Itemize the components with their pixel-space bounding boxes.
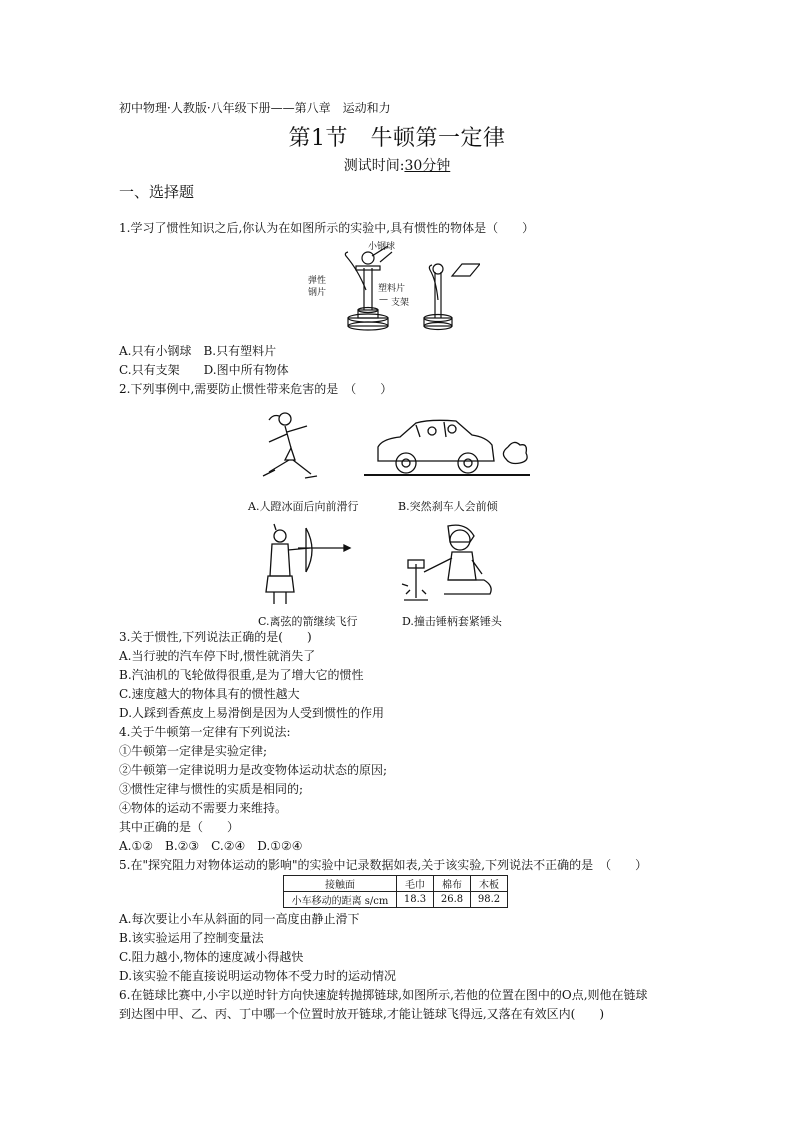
table-cell: 18.3	[397, 892, 434, 908]
q6-stem-line2: 到达图中甲、乙、丙、丁中哪一个位置时放开链球,才能让链球飞得远,又落在有效区内( )	[119, 1007, 604, 1021]
q1-options-ab: A.只有小钢球 B.只有塑料片	[119, 344, 277, 358]
table-cell: 98.2	[471, 892, 508, 908]
q3-option-c: C.速度越大的物体具有的惯性越大	[119, 687, 300, 701]
label-elastic: 弹性	[308, 276, 327, 286]
table-row	[284, 892, 508, 908]
table-header-row	[284, 876, 508, 892]
q5-option-d: D.该实验不能直接说明运动物体不受力时的运动情况	[119, 969, 397, 983]
q6-stem-line1: 6.在链球比赛中,小宇以逆时针方向快速旋转抛掷链球,如图所示,若他的位置在图中的O点,则他在链球	[119, 988, 648, 1002]
q1-stem: 1.学习了惯性知识之后,你认为在如图所示的实验中,具有惯性的物体是（ ）	[119, 221, 535, 235]
page-title: 第1节 牛顿第一定律	[288, 126, 506, 151]
label-plastic-sheet: 塑料片	[378, 284, 406, 294]
label-small-steel-ball: 小钢球	[368, 242, 396, 252]
table-header-cell: 木板	[471, 876, 508, 892]
q5-option-c: C.阻力越小,物体的速度减小得越快	[119, 950, 304, 964]
q3-option-b: B.汽油机的飞轮做得很重,是为了增大它的惯性	[119, 668, 364, 682]
q4-statement-3: ③惯性定律与惯性的实质是相同的;	[119, 782, 304, 796]
q1-options-cd: C.只有支架 D.图中所有物体	[119, 363, 289, 377]
q2-stem: 2.下列事例中,需要防止惯性带来危害的是 （ ）	[119, 382, 393, 396]
test-time	[0, 155, 794, 175]
q5-option-b: B.该实验运用了控制变量法	[119, 931, 264, 945]
label-steel-sheet: 钢片	[308, 288, 327, 298]
test-time-label: 测试时间:	[343, 158, 405, 174]
q5-stem: 5.在"探究阻力对物体运动的影响"的实验中记录数据如表,关于该实验,下列说法不正确的是 （ ）	[119, 858, 648, 872]
test-time-value: 30分钟	[404, 158, 451, 174]
section-title: 一、选择题	[119, 183, 195, 201]
table-header-cell: 接触面	[284, 876, 397, 892]
q4-statement-1: ①牛顿第一定律是实验定律;	[119, 744, 268, 758]
q3-stem: 3.关于惯性,下列说法正确的是( )	[119, 630, 312, 644]
q4-stem: 4.关于牛顿第一定律有下列说法:	[119, 725, 291, 739]
q4-options: A.①② B.②③ C.②④ D.①②④	[119, 839, 303, 853]
q3-option-a: A.当行驶的汽车停下时,惯性就消失了	[119, 649, 316, 663]
q3-option-d: D.人踩到香蕉皮上易滑倒是因为人受到惯性的作用	[119, 706, 385, 720]
q2-caption-b: B.突然刹车人会前倾	[398, 500, 498, 513]
q2-figure-c-archer	[258, 522, 354, 608]
q4-statement-2: ②牛顿第一定律说明力是改变物体运动状态的原因;	[119, 763, 388, 777]
label-stand: 支架	[391, 298, 410, 308]
q2-caption-a: A.人蹬冰面后向前滑行	[248, 500, 359, 513]
q2-figure-a-skater	[255, 410, 327, 486]
table-header-cell: 棉布	[434, 876, 471, 892]
table-cell: 26.8	[434, 892, 471, 908]
q5-data-table	[283, 875, 508, 908]
q2-caption-d: D.撞击锤柄套紧锤头	[402, 615, 502, 628]
q2-figure-d-hammer	[396, 520, 500, 612]
q2-figure-b-car-braking	[360, 415, 532, 485]
q5-option-a: A.每次要让小车从斜面的同一高度由静止滑下	[119, 912, 360, 926]
q4-statement-4: ④物体的运动不需要力来维持。	[119, 801, 288, 815]
label-stand-line: —	[379, 295, 388, 305]
table-header-cell: 毛巾	[397, 876, 434, 892]
table-row-label: 小车移动的距离 s/cm	[284, 892, 397, 908]
breadcrumb: 初中物理·人教版·八年级下册——第八章 运动和力	[119, 101, 391, 115]
q2-caption-c: C.离弦的箭继续飞行	[258, 615, 358, 628]
q4-ask: 其中正确的是（ ）	[119, 820, 240, 834]
